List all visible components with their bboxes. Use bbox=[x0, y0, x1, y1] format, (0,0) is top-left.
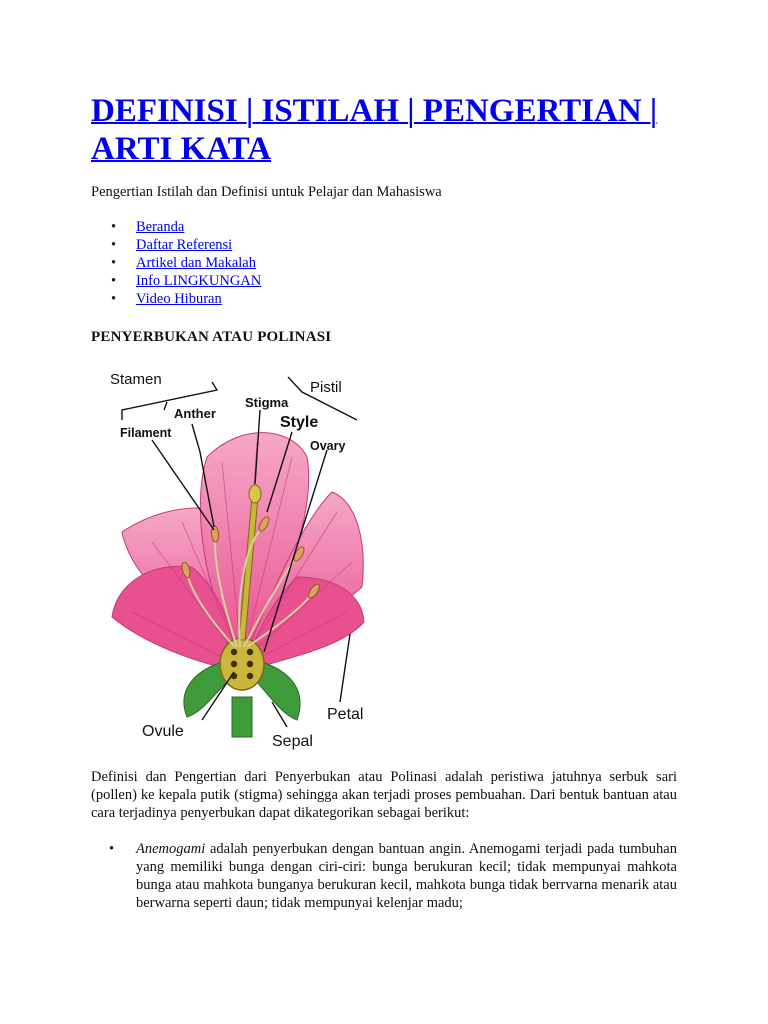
nav-link-video-hiburan[interactable]: Video Hiburan bbox=[136, 291, 222, 307]
label-anther: Anther bbox=[174, 406, 216, 421]
label-sepal: Sepal bbox=[272, 733, 313, 750]
term-anemogami: Anemogami bbox=[136, 841, 206, 857]
nav-link-beranda[interactable]: Beranda bbox=[136, 219, 185, 235]
nav-link-artikel-dan-makalah[interactable]: Artikel dan Makalah bbox=[136, 255, 256, 271]
site-title[interactable]: DEFINISI | ISTILAH | PENGERTIAN | ARTI KATA bbox=[91, 93, 658, 167]
label-ovary: Ovary bbox=[310, 439, 346, 453]
nav-item-info-lingkungan bbox=[91, 272, 261, 290]
pollination-types-list bbox=[91, 840, 677, 912]
label-pistil: Pistil bbox=[310, 379, 342, 396]
label-ovule: Ovule bbox=[142, 723, 184, 740]
intro-paragraph: Definisi dan Pengertian dari Penyerbukan atau Polinasi adalah peristiwa jatuhnya serbuk sari (pollen) ke kepala putik (stigma) sehingga akan terjadi proses pembuahan. Dari bentuk bantuan atau cara terjadinya penyerbukan dapat dikategorikan sebagai berikut: bbox=[91, 769, 677, 821]
nav-item-daftar-referensi bbox=[91, 236, 261, 254]
label-style: Style bbox=[280, 414, 319, 431]
flower-diagram bbox=[92, 362, 382, 754]
site-tagline: Pengertian Istilah dan Definisi untuk Pelajar dan Mahasiswa bbox=[91, 184, 442, 200]
nav-link-info-lingkungan[interactable]: Info LINGKUNGAN bbox=[136, 273, 262, 289]
label-stamen: Stamen bbox=[110, 371, 162, 388]
label-petal: Petal bbox=[327, 706, 364, 723]
bullet-icon: • bbox=[111, 219, 117, 235]
nav-link-daftar-referensi[interactable]: Daftar Referensi bbox=[136, 237, 233, 253]
list-item bbox=[91, 840, 677, 912]
label-filament: Filament bbox=[120, 426, 172, 440]
bullet-icon: • bbox=[111, 273, 117, 289]
post-title: PENYERBUKAN ATAU POLINASI bbox=[91, 329, 332, 345]
nav-menu bbox=[91, 218, 261, 308]
nav-item-beranda bbox=[91, 218, 261, 236]
bullet-icon: • bbox=[109, 841, 115, 857]
stem bbox=[232, 697, 252, 737]
stigma bbox=[249, 485, 261, 503]
bullet-icon: • bbox=[111, 255, 117, 271]
nav-item-video-hiburan bbox=[91, 290, 261, 308]
term-description: adalah penyerbukan dengan bantuan angin. Anemogami terjadi pada tumbuhan yang memiliki bunga dengan ciri-ciri: bunga berukuran kecil; tidak mempunyai mahkota bunga atau mahkota bunganya berukuran kecil, mahkota bunga tidak berrvarna menarik atau berwarna seperti daun; tidak mempunyai kelenjar madu; bbox=[136, 841, 677, 911]
label-stigma: Stigma bbox=[245, 395, 289, 410]
nav-item-artikel-dan-makalah bbox=[91, 254, 261, 272]
bullet-icon: • bbox=[111, 291, 117, 307]
bullet-icon: • bbox=[111, 237, 117, 253]
